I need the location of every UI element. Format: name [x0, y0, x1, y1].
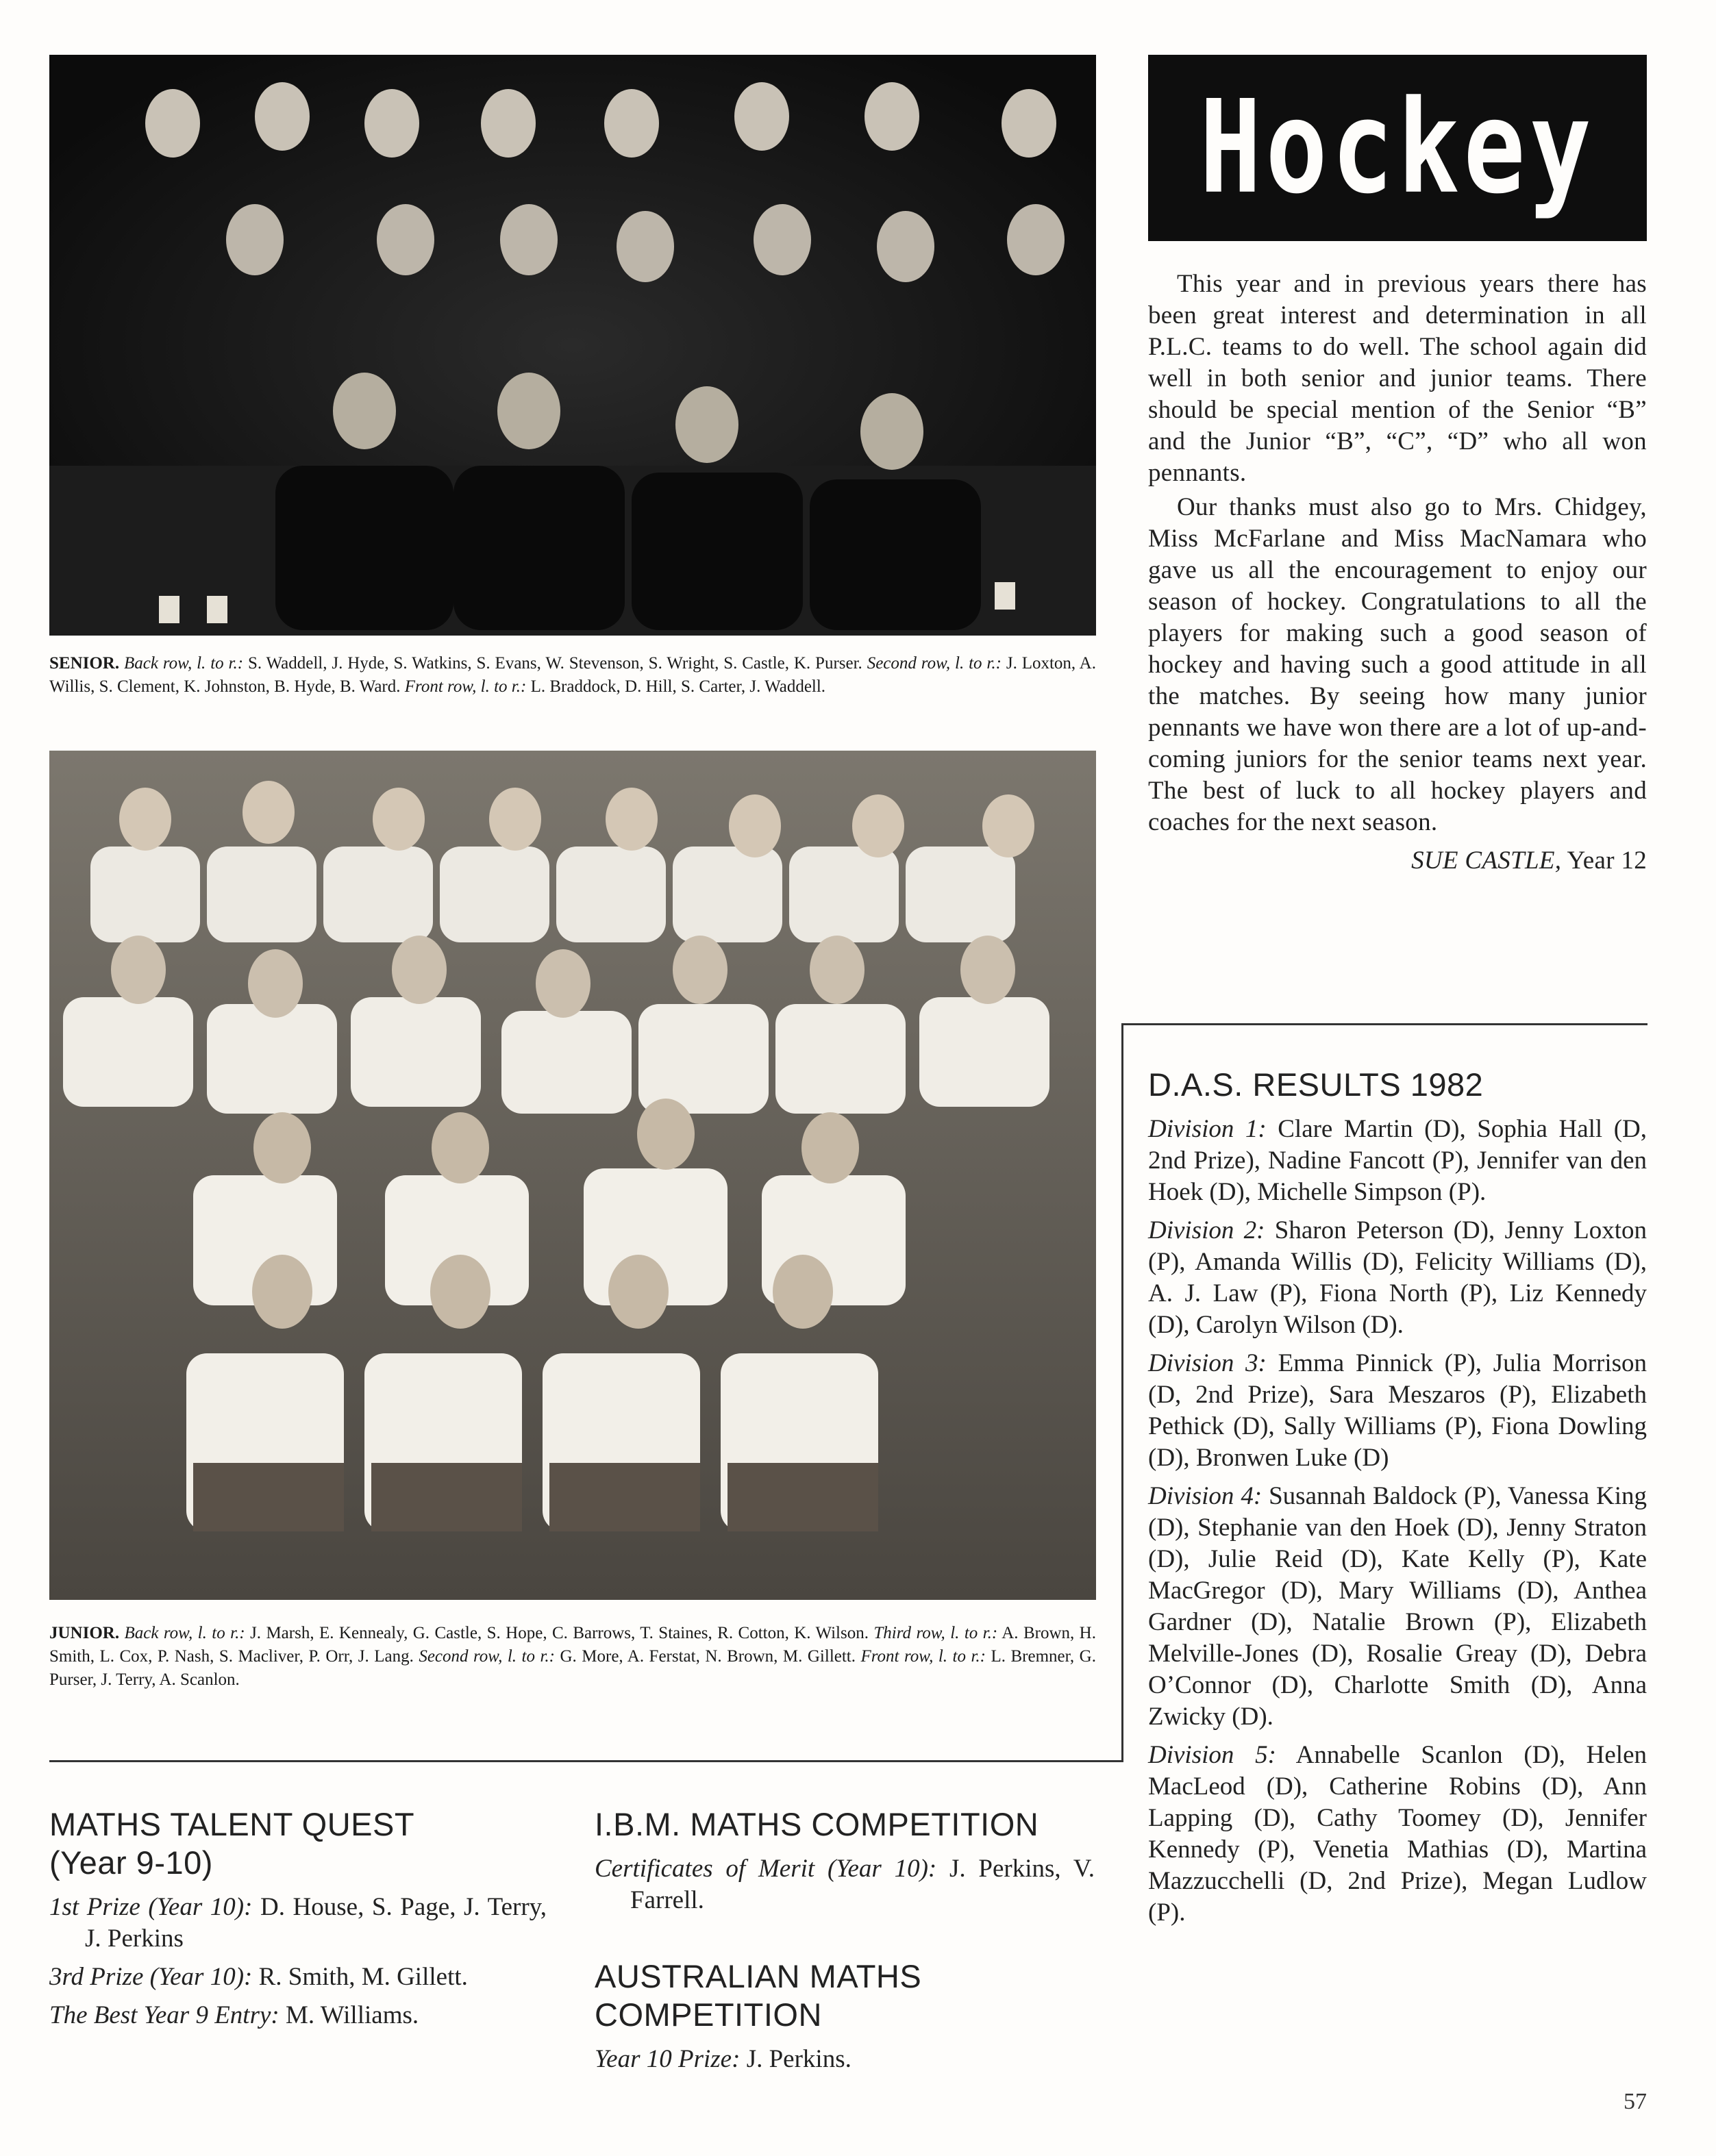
australian-maths-entry-text: J. Perkins.	[740, 2045, 851, 2073]
hockey-author	[1148, 845, 1647, 877]
senior-front-row-label: Front row, l. to r.:	[400, 677, 527, 696]
das-division-1-text: Clare Martin (D), Sophia Hall (D, 2nd Prize), Nadine Fancott (P), Jennifer van den Hoek (D), Michelle Simpson (P).	[1148, 1115, 1647, 1206]
junior-back-row-names: J. Marsh, E. Kennealy, G. Castle, S. Hope, C. Barrows, T. Staines, R. Cotton, K. Wilson.	[245, 1624, 869, 1642]
maths-talent-entry-3	[49, 2000, 547, 2031]
maths-talent-title: MATHS TALENT QUEST	[49, 1806, 415, 1842]
das-division-4-text: Susannah Baldock (P), Vanessa King (D), Stephanie van den Hoek (D), Jenny Straton (D), Julie Reid (D), Kate Kelly (P), Kate MacGregor (D), Mary Williams (D), Anthea Gardner (D), Natalie Brown (P), Elizabeth Melville-Jones (D), Rosalie Greay (D), Debra O’Connor (D), Charlotte Smith (D), Anna Zwicky (D).	[1148, 1482, 1647, 1731]
das-division-1-label: Division 1:	[1148, 1115, 1267, 1143]
maths-talent-entry-1-text: D. House, S. Page, J. Terry, J. Perkins	[85, 1893, 547, 1953]
das-division-5-text: Annabelle Scanlon (D), Helen MacLeod (D), Catherine Robins (D), Ann Lapping (D), Cathy Toomey (D), Jennifer Kennedy (P), Venetia Mathias (D), Martina Mazzucchelli (D, 2nd Prize), Megan Ludlow (P).	[1148, 1741, 1647, 1927]
das-division-3	[1148, 1348, 1647, 1474]
junior-second-row-label: Second row, l. to r.:	[413, 1647, 555, 1666]
das-division-4-label: Division 4:	[1148, 1482, 1263, 1510]
australian-maths-subtitle: COMPETITION	[595, 1996, 822, 2033]
das-results-section	[1148, 1066, 1647, 1935]
senior-back-row-label: Back row, l. to r.:	[119, 654, 244, 673]
junior-second-row-names: G. More, A. Ferstat, N. Brown, M. Gillett.	[555, 1647, 856, 1666]
junior-caption-label: JUNIOR.	[49, 1624, 120, 1642]
das-division-2-text: Sharon Peterson (D), Jenny Loxton (P), Amanda Willis (D), Felicity Williams (D), A. J. Law (P), Fiona North (P), Liz Kennedy (D), Carolyn Wilson (D).	[1148, 1216, 1647, 1339]
das-division-1	[1148, 1114, 1647, 1208]
junior-third-row-names: A. Brown, H. Smith, L. Cox, P. Nash, S. Macliver, P. Orr, J. Lang.	[49, 1624, 1096, 1666]
junior-caption	[49, 1622, 1096, 1692]
maths-talent-entry-3-label: The Best Year 9 Entry:	[49, 2001, 279, 2029]
junior-front-row-label: Front row, l. to r.:	[856, 1647, 986, 1666]
junior-back-row-label: Back row, l. to r.:	[119, 1624, 245, 1642]
senior-second-row-names: J. Loxton, A. Willis, S. Clement, K. Johnston, B. Hyde, B. Ward.	[49, 654, 1096, 696]
das-division-2-label: Division 2:	[1148, 1216, 1265, 1244]
ibm-maths-entry-label: Certificates of Merit (Year 10):	[595, 1855, 937, 1883]
das-division-3-label: Division 3:	[1148, 1349, 1267, 1377]
das-division-3-text: Emma Pinnick (P), Julia Morrison (D, 2nd Prize), Sara Meszaros (P), Elizabeth Pethick (D), Sally Williams (P), Fiona Dowling (D), Bronwen Luke (D)	[1148, 1349, 1647, 1472]
maths-talent-entry-1-label: 1st Prize (Year 10):	[49, 1893, 253, 1921]
junior-front-row-names: L. Bremner, G. Purser, J. Terry, A. Scanlon.	[49, 1647, 1096, 1689]
das-division-4	[1148, 1481, 1647, 1733]
hockey-title-banner	[1148, 55, 1647, 241]
das-division-2	[1148, 1215, 1647, 1341]
australian-maths-section	[595, 1957, 1095, 2082]
maths-talent-entry-1	[49, 1892, 547, 1955]
hockey-author-year: Year 12	[1561, 847, 1647, 875]
hockey-title: Hockey	[1199, 73, 1595, 223]
hockey-author-name: SUE CASTLE,	[1411, 847, 1562, 875]
senior-team-photo	[49, 55, 1096, 636]
das-division-5-label: Division 5:	[1148, 1741, 1276, 1769]
hockey-paragraph-1: This year and in previous years there has been great interest and determination in all P.L.C. teams to do well. The school again did well in both senior and junior teams. There should be special mention of the Senior “B” and the Junior “B”, “C”, “D” who all won pennants.	[1148, 270, 1647, 487]
ibm-maths-entry-text: J. Perkins, V. Farrell.	[630, 1855, 1095, 1914]
maths-talent-entry-2-label: 3rd Prize (Year 10):	[49, 1963, 253, 1991]
australian-maths-entry	[595, 2044, 1095, 2075]
page-number: 57	[1624, 2089, 1647, 2114]
senior-caption-label: SENIOR.	[49, 654, 120, 673]
section-divider-bottom	[49, 1760, 1123, 1762]
ibm-maths-title: I.B.M. MATHS COMPETITION	[595, 1806, 1039, 1842]
maths-talent-subtitle: (Year 9-10)	[49, 1844, 213, 1881]
das-results-title: D.A.S. RESULTS 1982	[1148, 1066, 1484, 1103]
maths-talent-entry-2	[49, 1961, 547, 1993]
australian-maths-title: AUSTRALIAN MATHS	[595, 1958, 922, 1994]
hockey-article	[1148, 268, 1647, 877]
ibm-maths-section	[595, 1805, 1095, 1923]
hockey-paragraph-2: Our thanks must also go to Mrs. Chidgey, Miss McFarlane and Miss MacNamara who gave us all the encouragement to enjoy our season of hockey. Congratulations to all the players for making such a good season of hockey and having such a good attitude in all the matches. By seeing how many junior pennants we have won there are a lot of up-and-coming juniors for the senior teams next year. The best of luck to all hockey players and coaches for the next season.	[1148, 493, 1647, 836]
maths-talent-section	[49, 1805, 547, 2038]
junior-team-photo	[49, 751, 1096, 1600]
ibm-maths-entry	[595, 1853, 1095, 1916]
das-division-5	[1148, 1740, 1647, 1929]
senior-front-row-names: L. Braddock, D. Hill, S. Carter, J. Waddell.	[526, 677, 826, 696]
maths-talent-entry-2-text: R. Smith, M. Gillett.	[252, 1963, 468, 1991]
senior-back-row-names: S. Waddell, J. Hyde, S. Watkins, S. Evans, W. Stevenson, S. Wright, S. Castle, K. Purser.	[243, 654, 862, 673]
senior-caption	[49, 652, 1096, 699]
das-box-left-rule	[1121, 1023, 1123, 1762]
australian-maths-entry-label: Year 10 Prize:	[595, 2045, 741, 2073]
junior-third-row-label: Third row, l. to r.:	[868, 1624, 998, 1642]
senior-second-row-label: Second row, l. to r.:	[862, 654, 1002, 673]
maths-talent-entry-3-text: M. Williams.	[279, 2001, 419, 2029]
das-box-top-rule	[1121, 1023, 1647, 1025]
